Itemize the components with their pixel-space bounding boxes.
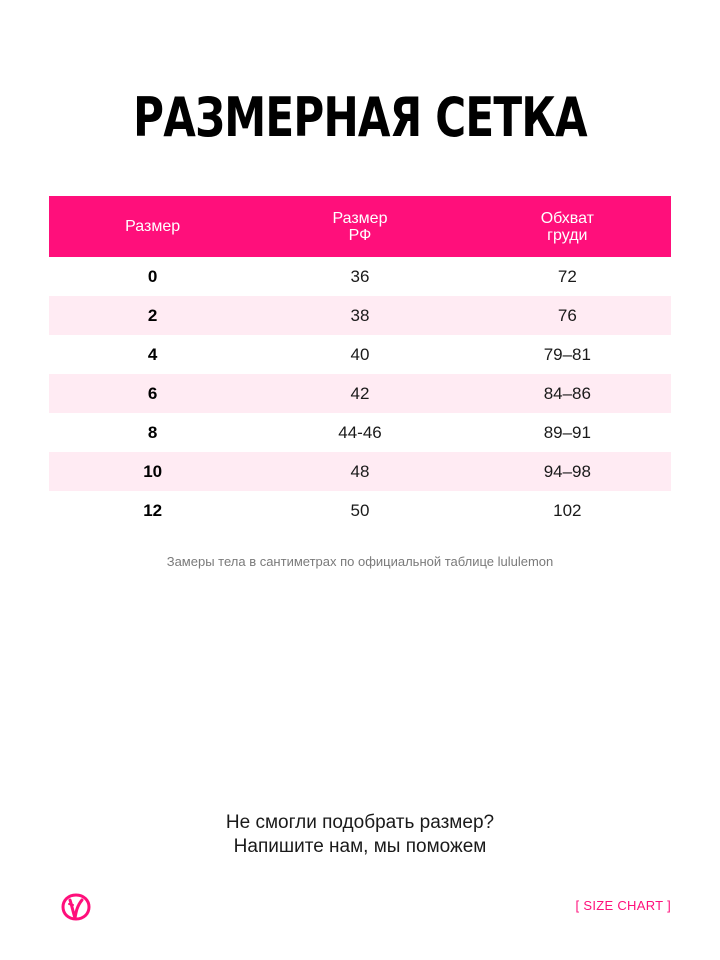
cell-size: 4 xyxy=(147,344,158,364)
size-table xyxy=(49,196,671,530)
cell-rf: 40 xyxy=(350,344,370,364)
help-message-line2: Напишите нам, мы поможем xyxy=(233,836,487,857)
cell-rf: 50 xyxy=(350,500,370,520)
header-size xyxy=(49,196,256,257)
header-rf-line1: Размер xyxy=(332,209,388,227)
header-rf-line2: РФ xyxy=(348,226,372,244)
cell-size: 2 xyxy=(49,296,256,335)
header-chest-line2: груди xyxy=(547,226,588,244)
size-chart-label: [ SIZE CHART ] xyxy=(575,898,671,913)
table-row xyxy=(49,335,671,374)
table-row xyxy=(49,257,671,296)
table-row xyxy=(49,374,671,413)
cell-size: 10 xyxy=(49,452,256,491)
header-size-label: Размер xyxy=(125,218,181,235)
cell-rf: 36 xyxy=(350,266,370,286)
cell-chest: 84–86 xyxy=(464,374,671,413)
cell-size: 6 xyxy=(49,374,256,413)
cell-size: 0 xyxy=(147,266,158,286)
table-row xyxy=(49,452,671,491)
cell-size: 8 xyxy=(147,422,158,442)
table-row xyxy=(49,296,671,335)
cell-chest: 89–91 xyxy=(543,422,591,442)
header-chest-line1: Обхват xyxy=(540,209,594,227)
header-chest xyxy=(464,196,671,257)
measurement-note: Замеры тела в сантиметрах по официальной таблице lululemon xyxy=(166,554,554,569)
help-message xyxy=(0,811,720,859)
cell-rf: 38 xyxy=(256,296,463,335)
cell-chest: 72 xyxy=(557,266,577,286)
table-row xyxy=(49,413,671,452)
cell-chest: 76 xyxy=(464,296,671,335)
help-message-line1: Не смогли подобрать размер? xyxy=(225,812,495,833)
brand-logo-icon xyxy=(60,892,92,922)
table-header-row xyxy=(49,196,671,257)
cell-rf: 42 xyxy=(256,374,463,413)
cell-rf: 44-46 xyxy=(338,422,382,442)
cell-chest: 79–81 xyxy=(543,344,591,364)
cell-chest: 102 xyxy=(553,500,582,520)
cell-chest: 94–98 xyxy=(464,452,671,491)
cell-rf: 48 xyxy=(256,452,463,491)
table-row xyxy=(49,491,671,530)
cell-size: 12 xyxy=(143,500,163,520)
header-rf-size xyxy=(256,196,463,257)
page-title: РАЗМЕРНАЯ СЕТКА xyxy=(133,86,587,149)
